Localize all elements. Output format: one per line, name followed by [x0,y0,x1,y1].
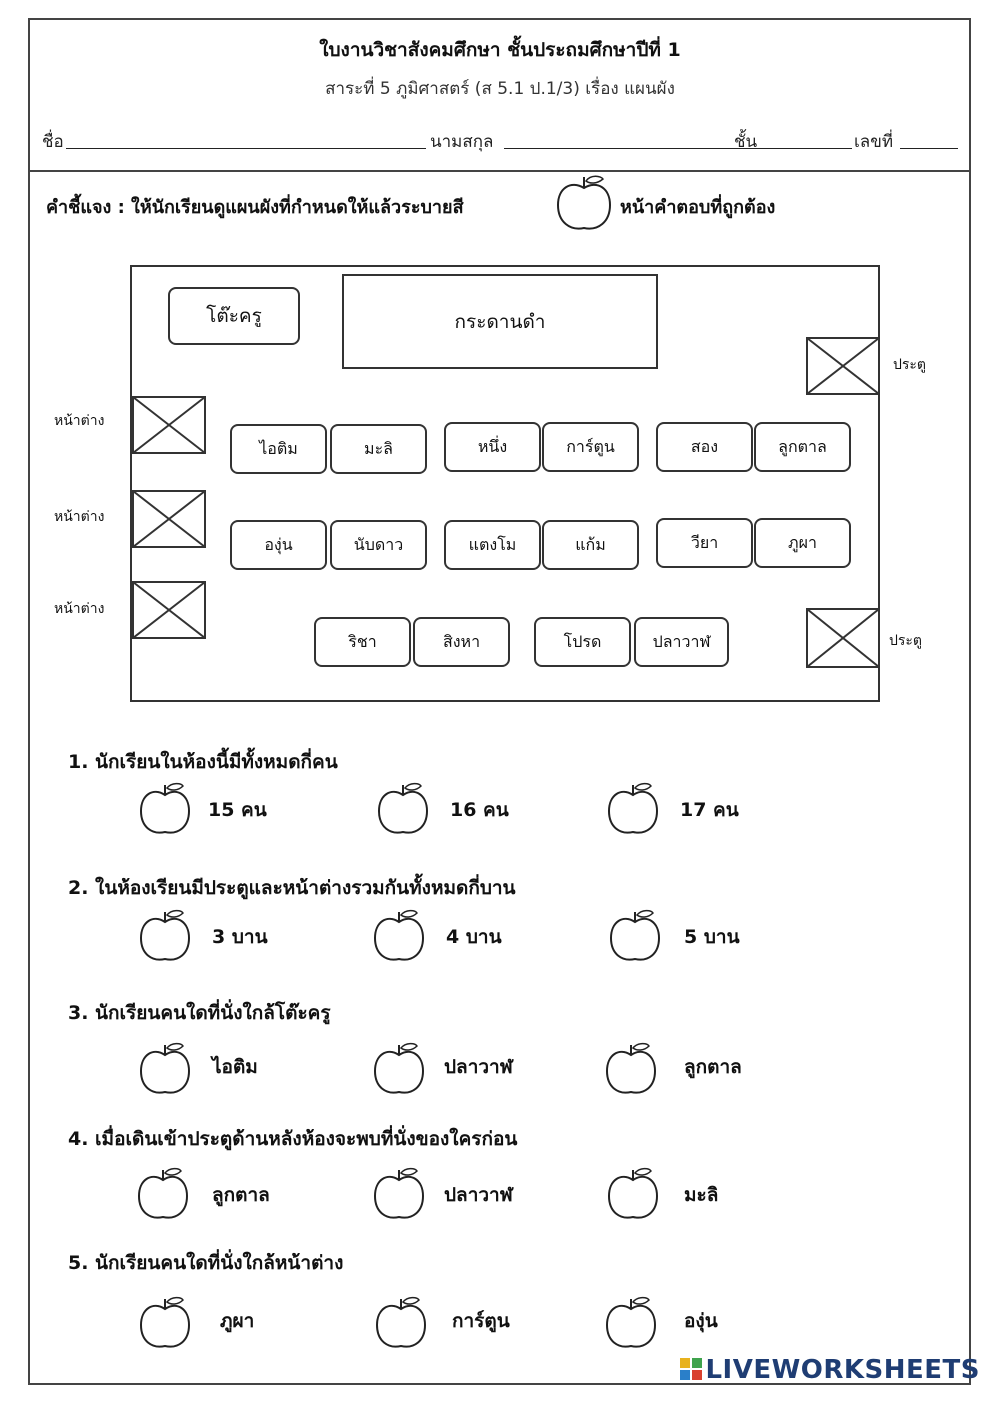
instruction-text: คำชี้แจง : ให้นักเรียนดูแผนผังที่กำหนดให้แล้วระบายสี [46,197,464,218]
door-label: ประตู [889,633,923,649]
classroom-map [130,265,880,702]
answer-option-label: 4 บาน [446,926,502,948]
window-label: หน้าต่าง [54,509,105,525]
desk: ริชา [314,617,411,667]
answer-option-label: การ์ตูน [452,1310,510,1332]
answer-apple-icon[interactable] [606,780,662,838]
desk: ปลาวาฬ [634,617,729,667]
door-icon [806,337,880,395]
desk: สิงหา [413,617,510,667]
number-label: เลขที่ [854,132,894,152]
blackboard: กระดานดำ [342,274,658,369]
desk: วียา [656,518,753,568]
answer-apple-icon[interactable] [138,1294,194,1352]
desk: องุ่น [230,520,327,570]
answer-option-label: ปลาวาฬ [444,1056,513,1078]
door-label: ประตู [893,357,927,373]
worksheet-subtitle: สาระที่ 5 ภูมิศาสตร์ (ส 5.1 ป.1/3) เรื่อง แผนผัง [325,79,675,99]
desk: แก้ม [542,520,639,570]
answer-option-label: องุ่น [684,1310,718,1332]
desk: หนึ่ง [444,422,541,472]
answer-option-label: 5 บาน [684,926,740,948]
window-label: หน้าต่าง [54,413,105,429]
answer-option-label: 15 คน [208,799,267,821]
answer-option-label: ภูผา [220,1310,255,1332]
apple-icon [555,172,613,234]
class-label: ชั้น [734,132,758,152]
header-divider [28,170,971,172]
answer-option-label: ลูกตาล [212,1184,270,1206]
number-field[interactable] [900,148,958,149]
name-label: ชื่อ [42,132,64,152]
answer-apple-icon[interactable] [374,1294,430,1352]
desk: ลูกตาล [754,422,851,472]
question-1: 1. นักเรียนในห้องนี้มีทั้งหมดกี่คน [68,751,338,773]
question-3: 3. นักเรียนคนใดที่นั่งใกล้โต๊ะครู [68,1002,331,1024]
worksheet-title: ใบงานวิชาสังคมศึกษา ชั้นประถมศึกษาปีที่ 1 [319,39,681,61]
surname-label: นามสกุล [430,132,494,152]
answer-apple-icon[interactable] [136,1165,192,1223]
answer-option-label: 16 คน [450,799,509,821]
desk: ภูผา [754,518,851,568]
answer-apple-icon[interactable] [138,1040,194,1098]
window-label: หน้าต่าง [54,601,105,617]
desk: ไอติม [230,424,327,474]
answer-apple-icon[interactable] [372,1165,428,1223]
desk: สอง [656,422,753,472]
surname-field[interactable] [504,148,772,149]
answer-apple-icon[interactable] [606,1165,662,1223]
question-4: 4. เมื่อเดินเข้าประตูด้านหลังห้องจะพบที่นั่งของใครก่อน [68,1128,518,1150]
desk: โปรด [534,617,631,667]
teacher-desk: โต๊ะครู [168,287,300,345]
answer-apple-icon[interactable] [376,780,432,838]
answer-option-label: ลูกตาล [684,1056,742,1078]
desk: มะลิ [330,424,427,474]
class-field[interactable] [760,148,852,149]
answer-apple-icon[interactable] [604,1040,660,1098]
answer-apple-icon[interactable] [138,907,194,965]
question-2: 2. ในห้องเรียนมีประตูและหน้าต่างรวมกันทั้งหมดกี่บาน [68,877,516,899]
answer-apple-icon[interactable] [372,907,428,965]
answer-apple-icon[interactable] [604,1294,660,1352]
liveworksheets-logo-icon [680,1358,702,1380]
window-icon [132,490,206,548]
window-icon [132,396,206,454]
liveworksheets-logo [680,1355,980,1385]
logo-text: LIVEWORKSHEETS [705,1355,980,1385]
answer-apple-icon[interactable] [138,780,194,838]
window-icon [132,581,206,639]
name-field[interactable] [66,148,426,149]
answer-apple-icon[interactable] [608,907,664,965]
desk: แตงโม [444,520,541,570]
door-icon [806,608,880,668]
question-5: 5. นักเรียนคนใดที่นั่งใกล้หน้าต่าง [68,1252,344,1274]
instruction-suffix: หน้าคำตอบที่ถูกต้อง [620,197,776,218]
desk: การ์ตูน [542,422,639,472]
answer-option-label: 17 คน [680,799,739,821]
answer-option-label: ไอติม [212,1056,258,1078]
desk: นับดาว [330,520,427,570]
answer-option-label: ปลาวาฬ [444,1184,513,1206]
answer-option-label: 3 บาน [212,926,268,948]
answer-option-label: มะลิ [684,1184,719,1206]
answer-apple-icon[interactable] [372,1040,428,1098]
